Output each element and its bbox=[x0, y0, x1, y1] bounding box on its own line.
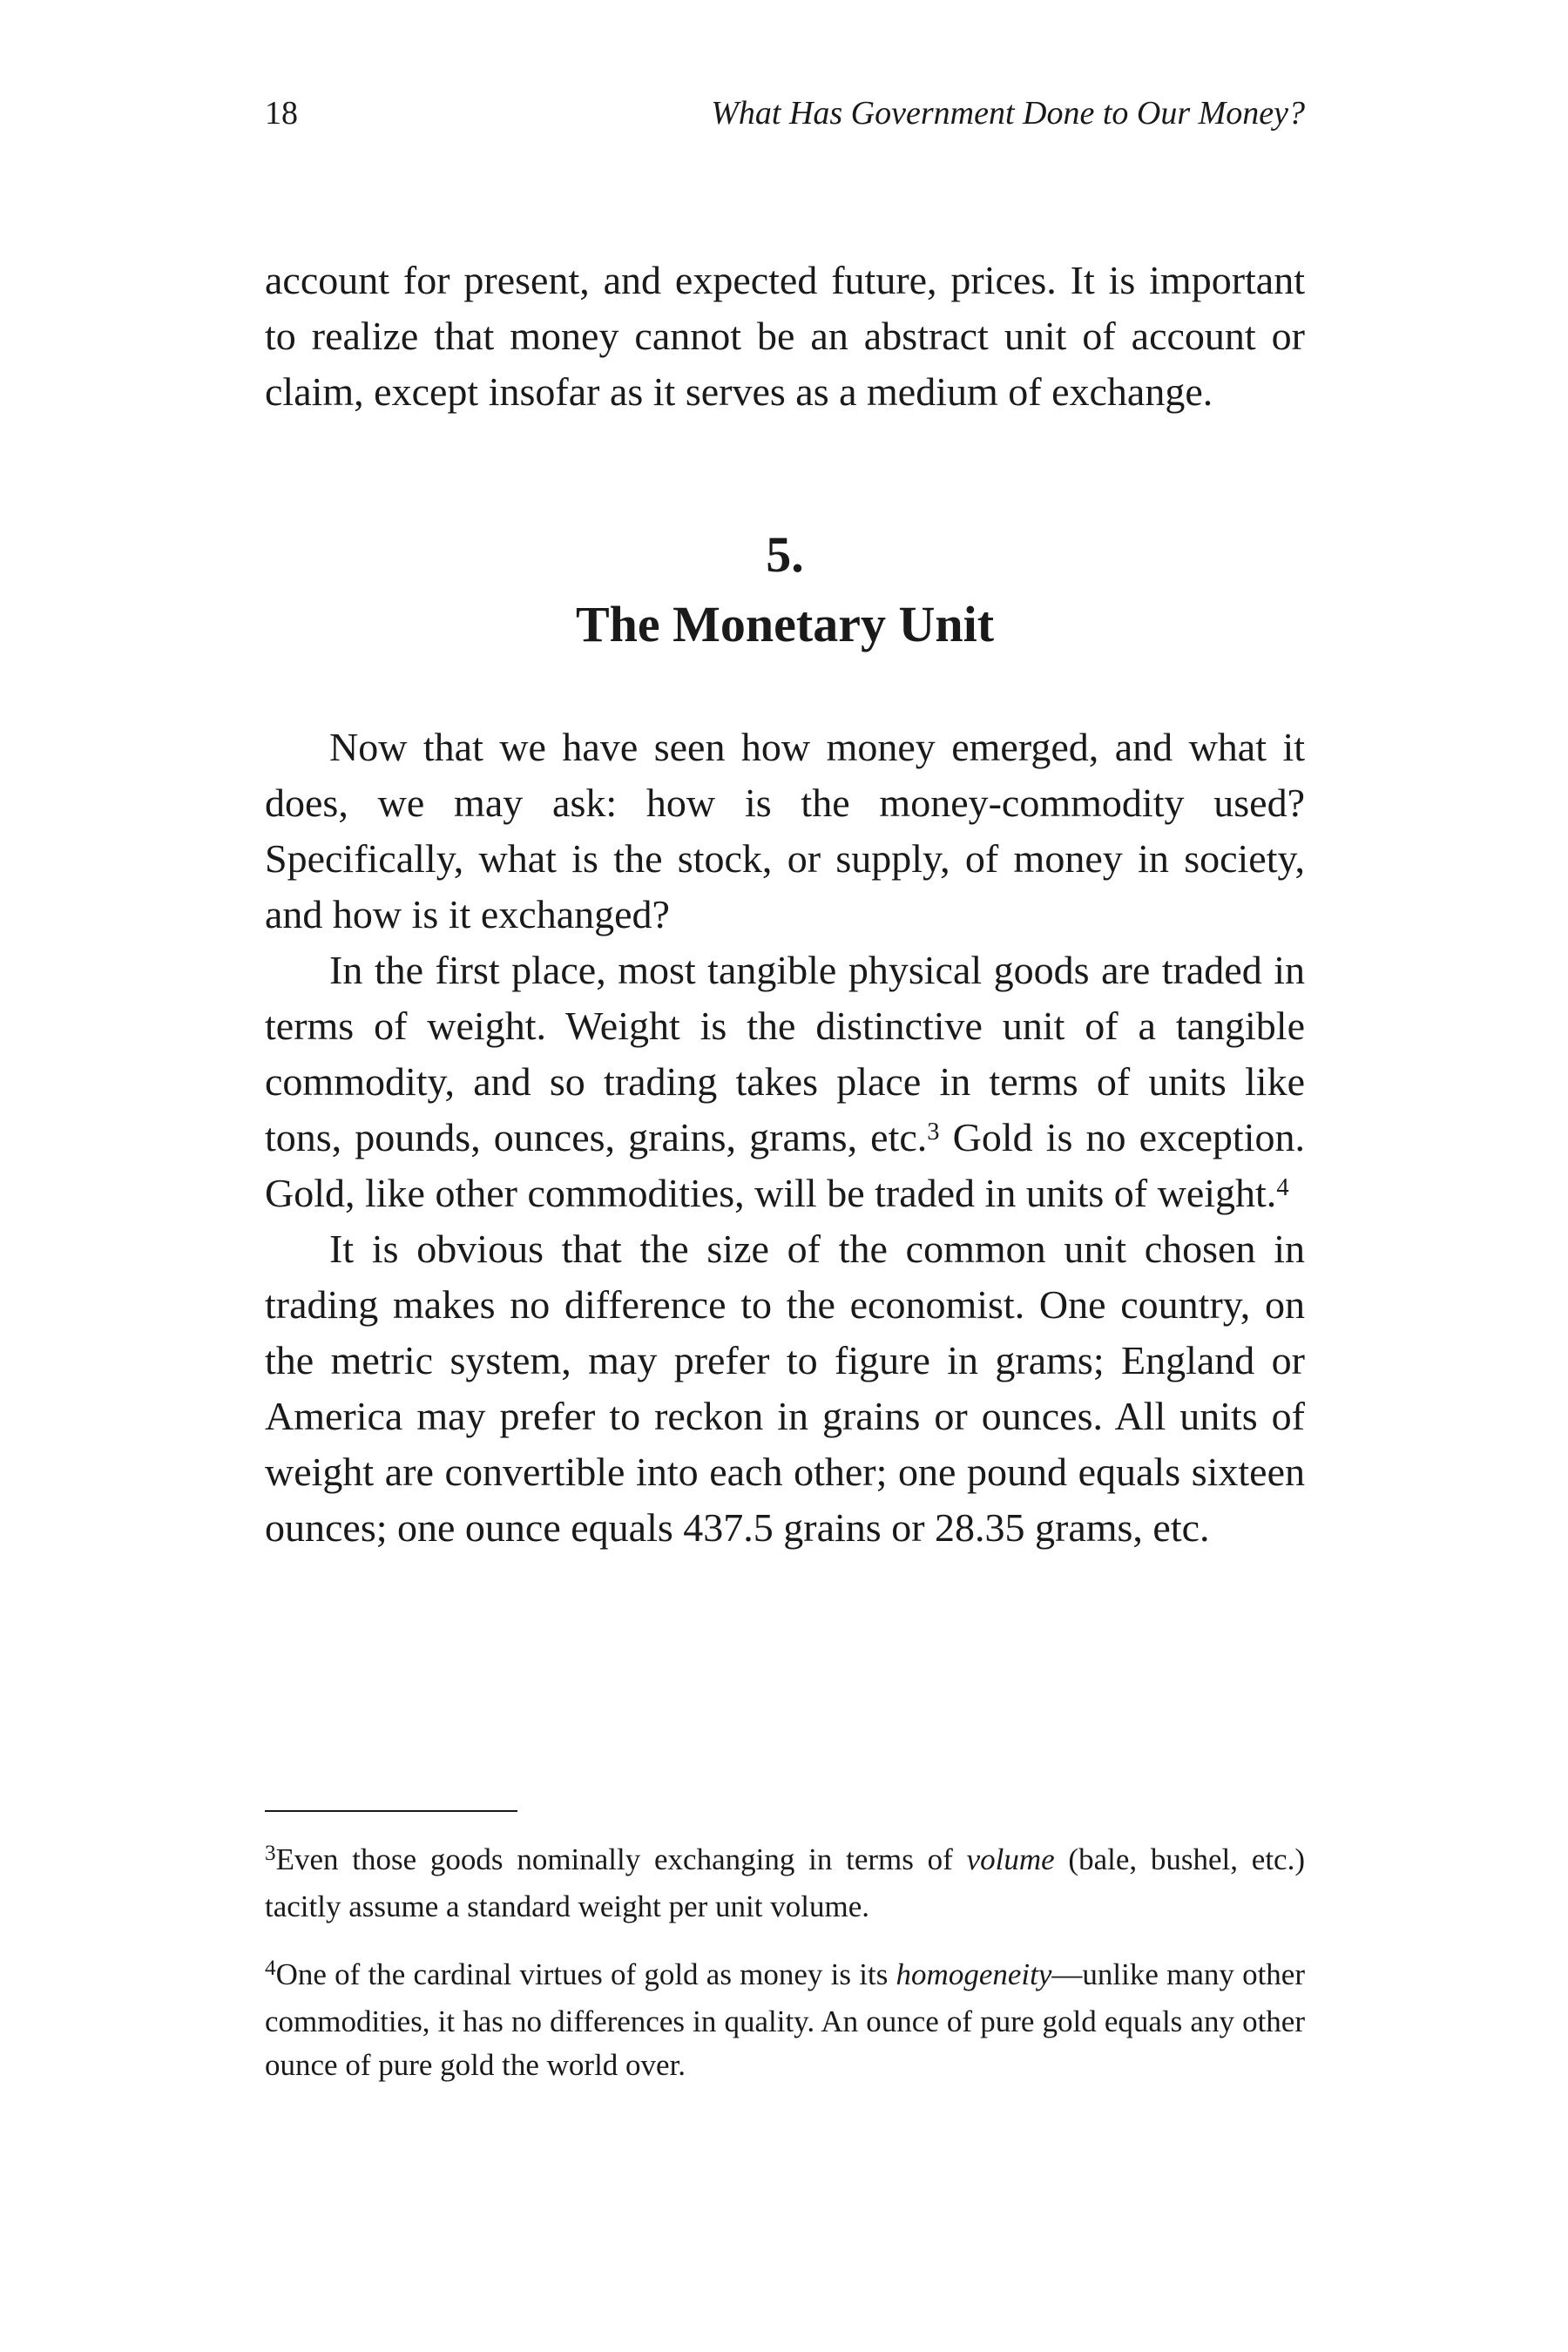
section-title: The Monetary Unit bbox=[575, 596, 995, 652]
footnote-reference: 3 bbox=[927, 1119, 940, 1146]
opening-paragraph: account for present, and expected future, prices. It is important to realize that money cannot be an abstract unit of account or claim, except insofar as it serves as a medium of exchange. bbox=[265, 258, 1305, 414]
footnote-text: —unlike many other commodities, it has no differences in quality. An ounce of pure gold equals any other ounce of pure gold the world over. bbox=[265, 1957, 1305, 2082]
footnote-marker: 3 bbox=[265, 1842, 276, 1866]
paragraph: It is obvious that the size of the common unit chosen in trading makes no difference to the economist. One country, on the metric system, may prefer to figure in grams; England or America may prefer to reckon in grains or ounces. All units of weight are convertible into each other; one pound equals sixteen ounces; one ounce equals 437.5 grains or 28.35 grams, etc. bbox=[265, 1227, 1305, 1550]
footnotes bbox=[265, 1838, 1305, 2112]
paragraph: Now that we have seen how money emerged, and what it does, we may ask: how is the money-commodity used? Specifically, what is the stock, or supply, of money in society, and how is it exchanged? bbox=[265, 725, 1305, 936]
footnote-text: One of the cardinal virtues of gold as money is its bbox=[275, 1957, 896, 1991]
paragraph bbox=[265, 943, 1305, 1221]
footnote-text: (bale, bushel, etc.) tacitly assume a standard weight per unit volume. bbox=[265, 1842, 1305, 1923]
footnote-emphasis: homogeneity bbox=[896, 1957, 1052, 1991]
footnote-emphasis: volume bbox=[966, 1842, 1055, 1876]
page-number: 18 bbox=[265, 95, 298, 132]
body-text bbox=[265, 720, 1305, 1556]
paragraph-text: Gold is no exception. Gold, like other commodities, will be traded in units of weight. bbox=[265, 1115, 1305, 1215]
footnote-divider bbox=[265, 1810, 517, 1812]
footnote bbox=[265, 1953, 1305, 2087]
footnote-reference: 4 bbox=[1276, 1174, 1289, 1202]
footnote-text: Even those goods nominally exchanging in terms of bbox=[275, 1842, 967, 1876]
opening-text bbox=[265, 253, 1305, 420]
running-title: What Has Government Done to Our Money? bbox=[711, 95, 1305, 132]
paragraph-text: In the first place, most tangible physical goods are traded in terms of weight. Weight is the distinctive unit of a tangible commodity, and so trading takes place in terms of units like tons, pounds, ounces, grains, grams, etc. bbox=[265, 948, 1305, 1159]
section-number: 5. bbox=[766, 526, 804, 583]
footnote-marker: 4 bbox=[265, 1957, 276, 1981]
footnote bbox=[265, 1838, 1305, 1929]
